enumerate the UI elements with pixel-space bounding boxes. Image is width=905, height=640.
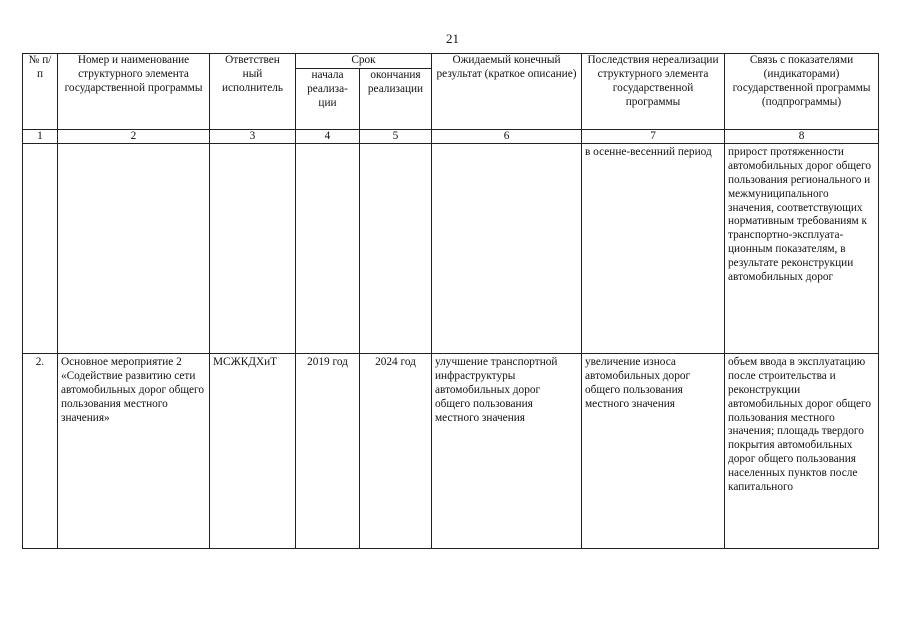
column-number: 2 — [58, 129, 210, 143]
row-name: Основное мероприятие 2 «Содействие развитию сети автомобильных дорог общего пользования местного значения» — [58, 353, 210, 548]
row-executor: МСЖКДХиТ — [210, 353, 296, 548]
row-end: 2024 год — [360, 353, 432, 548]
row-consequences: в осенне-весенний период — [582, 143, 725, 353]
program-elements-table — [22, 53, 879, 549]
column-number: 1 — [23, 129, 58, 143]
header-start: начала реализа- ции — [296, 68, 360, 129]
page-number: 21 — [446, 31, 459, 46]
column-number: 3 — [210, 129, 296, 143]
row-start: 2019 год — [296, 353, 360, 548]
row-indicators: объем ввода в эксплуатацию после строительства и реконструкции автомобильных дорог общего пользования местного значения; площадь твердого покрытия автомобильных дорог общего пользования населенных пунктов после капитального — [725, 353, 879, 548]
header-indicators: Связь с показателями (индикаторами) государственной программы (подпрограммы) — [725, 54, 879, 130]
header-executor: Ответствен ный исполнитель — [210, 54, 296, 130]
header-end: окончания реализации — [360, 68, 432, 129]
column-numbers-row — [23, 129, 879, 143]
header-consequences: Последствия нереализации структурного элемента государственной программы — [582, 54, 725, 130]
row-result: улучшение транспортной инфраструктуры автомобильных дорог общего пользования местного значения — [432, 353, 582, 548]
header-num: № п/п — [23, 54, 58, 130]
column-number: 5 — [360, 129, 432, 143]
row-num: 2. — [23, 353, 58, 548]
row-result — [432, 143, 582, 353]
column-number: 8 — [725, 129, 879, 143]
row-end — [360, 143, 432, 353]
row-name — [58, 143, 210, 353]
row-executor — [210, 143, 296, 353]
row-start — [296, 143, 360, 353]
table-row — [23, 353, 879, 548]
header-name: Номер и наименование структурного элемента государственной программы — [58, 54, 210, 130]
header-srok: Срок — [296, 54, 432, 69]
row-indicators: прирост протяженности автомобильных дорог общего пользования регионального и межмуниципального значения, соответствующих нормативным требованиям к транспортно-эксплуата-ционным показателям, в результате реконструкции автомобильных дорог — [725, 143, 879, 353]
header-row-1 — [23, 54, 879, 69]
table-row — [23, 143, 879, 353]
column-number: 4 — [296, 129, 360, 143]
column-number: 6 — [432, 129, 582, 143]
row-num — [23, 143, 58, 353]
column-number: 7 — [582, 129, 725, 143]
row-consequences: увеличение износа автомобильных дорог общего пользования местного значения — [582, 353, 725, 548]
header-result: Ожидаемый конечный результат (краткое описание) — [432, 54, 582, 130]
